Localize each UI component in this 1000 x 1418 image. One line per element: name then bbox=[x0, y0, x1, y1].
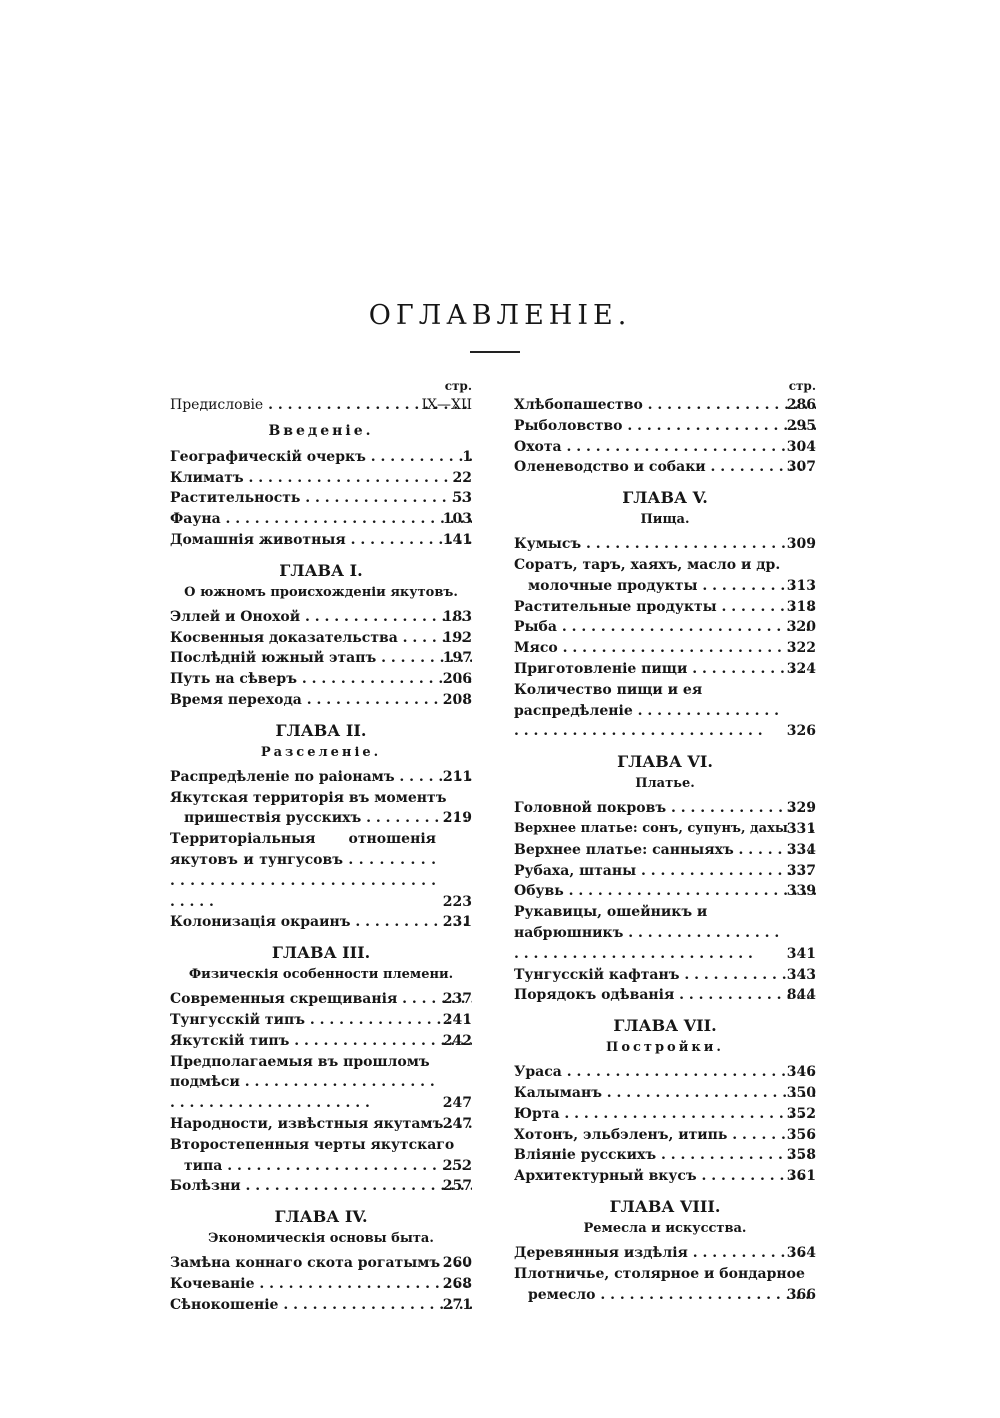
entry-page: 247 bbox=[442, 1095, 472, 1112]
toc-entry[interactable] bbox=[514, 597, 816, 618]
entry-page: 241 bbox=[442, 1011, 472, 1028]
entry-label: Якутская территорія въ моментъ bbox=[170, 789, 447, 806]
toc-entry[interactable] bbox=[514, 395, 816, 416]
entry-page: 268 bbox=[442, 1275, 472, 1292]
entry-label: Послѣдній южный этапъ . . . bbox=[170, 648, 472, 669]
entry-page: 318 bbox=[786, 598, 816, 615]
entry-label: Ураса . . . bbox=[514, 1062, 816, 1083]
toc-entry[interactable] bbox=[514, 798, 816, 819]
toc-entry[interactable] bbox=[170, 1031, 472, 1052]
toc-entry[interactable] bbox=[170, 669, 472, 690]
entry-label: Предполагаемыя въ прошломъ подмѣси . . . bbox=[170, 1052, 472, 1114]
toc-entry[interactable] bbox=[514, 881, 816, 902]
toc-entry[interactable] bbox=[170, 1010, 472, 1031]
entry-label: Соратъ, таръ, хаяхъ, масло и др. bbox=[514, 556, 781, 573]
toc-entry[interactable] bbox=[514, 1145, 816, 1166]
toc-entry[interactable] bbox=[514, 1083, 816, 1104]
entry-label: Территоріальныя отношенія якутовъ и тунгусовъ . . . bbox=[170, 829, 472, 912]
chapter-heading-2: ГЛАВА II. bbox=[275, 720, 367, 740]
entry-page: 334 bbox=[786, 841, 816, 858]
title-rule bbox=[470, 351, 520, 353]
toc-entry[interactable] bbox=[170, 1274, 472, 1295]
toc-right-column bbox=[514, 378, 816, 1305]
entry-page: 206 bbox=[442, 671, 472, 688]
entry-page: 366 bbox=[786, 1286, 816, 1303]
toc-entry[interactable] bbox=[170, 1052, 472, 1114]
chapter-subtitle-7: Постройки. bbox=[606, 1040, 724, 1056]
toc-entry[interactable] bbox=[514, 819, 816, 840]
entry-page: 237 bbox=[442, 991, 472, 1008]
entry-label: Географическій очеркъ . . . bbox=[170, 447, 472, 468]
toc-entry[interactable] bbox=[514, 1243, 816, 1264]
entry-label: Хлѣбопашество . . . bbox=[514, 395, 816, 416]
entry-label: Рубаха, штаны . . . bbox=[514, 861, 816, 882]
entry-label: Верхнее платье: санныяхъ . . . bbox=[514, 840, 816, 861]
entry-label: Растительные продукты . . . bbox=[514, 597, 816, 618]
entry-page: 364 bbox=[786, 1244, 816, 1261]
entry-label-continued: молочные продукты . . . bbox=[514, 576, 816, 597]
toc-entry[interactable] bbox=[170, 690, 472, 711]
page-column-label: стр. bbox=[444, 379, 472, 393]
entry-page: 307 bbox=[786, 459, 816, 476]
entry-label: Современныя скрещиванія . . . bbox=[170, 989, 472, 1010]
chapter-subtitle-8: Ремесла и искусства. bbox=[583, 1220, 747, 1236]
toc-entry[interactable] bbox=[170, 829, 472, 912]
section-heading-intro: Введеніе. bbox=[268, 422, 374, 439]
toc-entry[interactable] bbox=[170, 628, 472, 649]
entry-page: 223 bbox=[442, 893, 472, 910]
entry-page: 271 bbox=[442, 1296, 472, 1313]
entry-label: Кумысъ . . . bbox=[514, 534, 816, 555]
toc-entry[interactable] bbox=[514, 1125, 816, 1146]
toc-entry[interactable] bbox=[514, 659, 816, 680]
toc-entry[interactable] bbox=[514, 1264, 816, 1306]
entry-label: Климатъ . . . bbox=[170, 468, 472, 489]
entry-page: 352 bbox=[786, 1105, 816, 1122]
toc-entry[interactable] bbox=[514, 861, 816, 882]
entry-page: 192 bbox=[442, 629, 472, 646]
entry-label: Косвенныя доказательства . . . bbox=[170, 628, 472, 649]
entry-page: 53 bbox=[452, 490, 472, 507]
toc-entry[interactable] bbox=[170, 447, 472, 468]
toc-left-column bbox=[170, 378, 472, 1316]
entry-label: Путь на сѣверъ . . . bbox=[170, 669, 472, 690]
entry-label: Вліяніе русскихъ . . . bbox=[514, 1145, 816, 1166]
entry-page: 361 bbox=[786, 1168, 816, 1185]
chapter-heading-1: ГЛАВА I. bbox=[279, 560, 363, 580]
entry-label: Домашнія животныя . . . bbox=[170, 530, 472, 551]
entry-page: 247 bbox=[442, 1115, 472, 1132]
toc-entry[interactable] bbox=[514, 840, 816, 861]
entry-page: 326 bbox=[786, 723, 816, 740]
toc-entry[interactable] bbox=[170, 648, 472, 669]
entry-label: Замѣна коннаго скота рогатымъ . . . bbox=[170, 1253, 472, 1274]
entry-label: Тунгусскій кафтанъ . . . bbox=[514, 965, 816, 986]
entry-page: 346 bbox=[786, 1064, 816, 1081]
entry-page: 260 bbox=[442, 1255, 472, 1272]
entry-page: 358 bbox=[786, 1147, 816, 1164]
entry-page: 350 bbox=[786, 1084, 816, 1101]
entry-page: 322 bbox=[786, 640, 816, 657]
entry-label: Рыба . . . bbox=[514, 617, 816, 638]
entry-page: 844 bbox=[786, 987, 816, 1004]
entry-label: Плотничье, столярное и бондарное bbox=[514, 1265, 805, 1282]
entry-label: Сѣнокошеніе . . . bbox=[170, 1295, 472, 1316]
toc-entry[interactable] bbox=[170, 989, 472, 1010]
toc-entry[interactable] bbox=[514, 416, 816, 437]
entry-page: 324 bbox=[786, 660, 816, 677]
toc-entry[interactable] bbox=[170, 488, 472, 509]
toc-entry[interactable] bbox=[170, 530, 472, 551]
toc-entry[interactable] bbox=[514, 1062, 816, 1083]
toc-entry[interactable] bbox=[514, 680, 816, 742]
entry-page: 304 bbox=[786, 438, 816, 455]
chapter-heading-8: ГЛАВА VIII. bbox=[609, 1196, 721, 1216]
entry-page: 103 bbox=[442, 511, 472, 528]
entry-page: 219 bbox=[442, 810, 472, 827]
entry-label: Количество пищи и ея распредѣленіе . . . bbox=[514, 680, 816, 742]
entry-page: 286 bbox=[786, 397, 816, 413]
entry-page: 343 bbox=[786, 966, 816, 983]
entry-page: 320 bbox=[786, 619, 816, 636]
chapter-subtitle-2: Разселеніе. bbox=[260, 744, 382, 760]
entry-label: Колонизація окраинъ . . . bbox=[170, 912, 472, 933]
entry-label-continued: типа . . . bbox=[170, 1156, 472, 1177]
toc-entry[interactable] bbox=[170, 468, 472, 489]
chapter-subtitle-4: Экономическія основы быта. bbox=[208, 1231, 434, 1247]
chapter-subtitle-1: О южномъ происхожденіи якутовъ. bbox=[184, 584, 458, 600]
chapter-heading-4: ГЛАВА IV. bbox=[274, 1207, 368, 1227]
chapter-heading-5: ГЛАВА V. bbox=[622, 488, 708, 508]
entry-page: 309 bbox=[786, 536, 816, 553]
toc-entry[interactable] bbox=[170, 1253, 472, 1274]
toc-entry[interactable] bbox=[514, 617, 816, 638]
entry-page: 331 bbox=[786, 820, 816, 837]
entry-page: 183 bbox=[442, 608, 472, 625]
entry-label: Архитектурный вкусъ . . . bbox=[514, 1166, 816, 1187]
entry-page: IX—XII bbox=[421, 397, 472, 413]
entry-page: 252 bbox=[442, 1157, 472, 1174]
toc-entry[interactable] bbox=[514, 457, 816, 478]
entry-label: Якутскій типъ . . . bbox=[170, 1031, 472, 1052]
entry-label: Болѣзни . . . bbox=[170, 1176, 472, 1197]
entry-label: Время перехода . . . bbox=[170, 690, 472, 711]
entry-label: Порядокъ одѣванія . . . bbox=[514, 985, 816, 1006]
entry-label: Мясо . . . bbox=[514, 638, 816, 659]
entry-label: Рыболовство . . . bbox=[514, 416, 816, 437]
intro-entries bbox=[170, 447, 472, 551]
entry-page: 211 bbox=[442, 768, 472, 785]
toc-entry[interactable] bbox=[514, 1104, 816, 1125]
toc-entry[interactable] bbox=[514, 555, 816, 597]
entry-label: Предисловіе . . . bbox=[170, 395, 472, 416]
entry-page: 337 bbox=[786, 862, 816, 879]
entry-page: 313 bbox=[786, 577, 816, 594]
entry-page: 341 bbox=[786, 945, 816, 962]
entry-label: Народности, извѣстныя якутамъ . . . bbox=[170, 1114, 472, 1135]
entry-label: Головной покровъ . . . bbox=[514, 798, 816, 819]
entry-label: Калыманъ . . . bbox=[514, 1083, 816, 1104]
page-column-label: стр. bbox=[788, 379, 816, 393]
entry-label: Юрта . . . bbox=[514, 1104, 816, 1125]
toc-entry[interactable] bbox=[514, 965, 816, 986]
entry-page: 22 bbox=[452, 469, 472, 486]
entry-page: 295 bbox=[786, 417, 816, 434]
entry-label: Растительность . . . bbox=[170, 488, 472, 509]
toc-entry[interactable] bbox=[514, 902, 816, 964]
entry-label: Рукавицы, ошейникъ и набрюшникъ . . . bbox=[514, 902, 816, 964]
page-title: ОГЛАВЛЕНІЕ. bbox=[368, 300, 632, 331]
chapter-heading-3: ГЛАВА III. bbox=[271, 943, 371, 963]
toc-entry[interactable] bbox=[514, 638, 816, 659]
entry-label-continued: ремесло . . . bbox=[514, 1285, 816, 1306]
toc-entry[interactable] bbox=[170, 788, 472, 830]
entry-page: 231 bbox=[442, 914, 472, 931]
entry-label: Распредѣленіе по раіонамъ . . . bbox=[170, 767, 472, 788]
chapter-subtitle-6: Платье. bbox=[635, 776, 695, 792]
toc-entry[interactable] bbox=[514, 437, 816, 458]
chapter-heading-6: ГЛАВА VI. bbox=[617, 752, 713, 772]
toc-entry[interactable] bbox=[514, 534, 816, 555]
entry-label: Хотонъ, эльбэленъ, итипь . . . bbox=[514, 1125, 816, 1146]
toc-entry[interactable] bbox=[170, 607, 472, 628]
toc-entry[interactable] bbox=[514, 1166, 816, 1187]
entry-label-continued: пришествія русскихъ . . . bbox=[170, 808, 472, 829]
entry-page: 257 bbox=[442, 1178, 472, 1195]
chapter-heading-7: ГЛАВА VII. bbox=[613, 1016, 717, 1036]
entry-label: Второстепенныя черты якутскаго bbox=[170, 1136, 455, 1153]
toc-entry[interactable] bbox=[170, 1295, 472, 1316]
entry-label: Приготовленіе пищи . . . bbox=[514, 659, 816, 680]
entry-label: Охота . . . bbox=[514, 437, 816, 458]
toc-entry[interactable] bbox=[170, 1114, 472, 1135]
toc-entry[interactable] bbox=[170, 1135, 472, 1177]
entry-label: Оленеводство и собаки . . . bbox=[514, 457, 816, 478]
chapter-subtitle-3: Физическія особенности племени. bbox=[188, 967, 454, 983]
entry-label: Деревянныя издѣлія . . . bbox=[514, 1243, 816, 1264]
toc-entry[interactable] bbox=[514, 985, 816, 1006]
entry-page: 242 bbox=[442, 1032, 472, 1049]
entry-label: Тунгусскій типъ . . . bbox=[170, 1010, 472, 1031]
entry-page: 197 bbox=[442, 650, 472, 667]
entry-label: Фауна . . . bbox=[170, 509, 472, 530]
toc-entry[interactable] bbox=[170, 912, 472, 933]
toc-entry[interactable] bbox=[170, 509, 472, 530]
entry-label: Верхнее платье: сонъ, супунъ, дахы . . . bbox=[514, 819, 816, 840]
entry-page: 208 bbox=[442, 691, 472, 708]
entry-page: 356 bbox=[786, 1126, 816, 1143]
entry-label: Эллей и Онохой . . . bbox=[170, 607, 472, 628]
entry-page: 141 bbox=[442, 531, 472, 548]
entry-label: Обувь . . . bbox=[514, 881, 816, 902]
entry-page: 1 bbox=[462, 448, 472, 465]
entry-page: 339 bbox=[786, 883, 816, 900]
entry-label: Кочеваніе . . . bbox=[170, 1274, 472, 1295]
toc-entry[interactable] bbox=[170, 1176, 472, 1197]
toc-entry-preface[interactable] bbox=[170, 395, 472, 416]
chapter-subtitle-5: Пища. bbox=[640, 512, 690, 528]
entry-page: 329 bbox=[786, 800, 816, 817]
toc-entry[interactable] bbox=[170, 767, 472, 788]
